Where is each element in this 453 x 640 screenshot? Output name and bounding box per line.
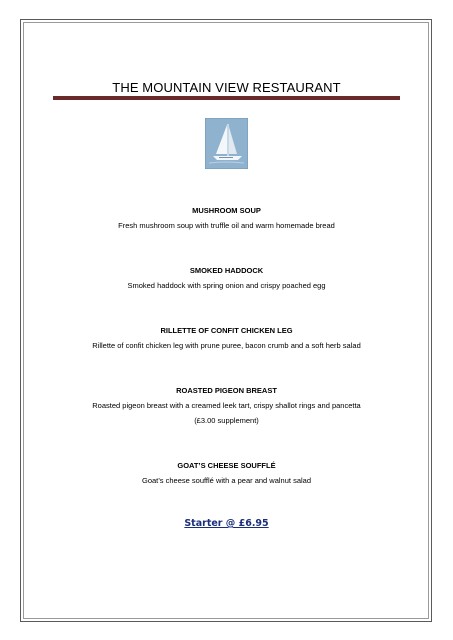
restaurant-title: THE MOUNTAIN VIEW RESTAURANT xyxy=(112,80,341,95)
menu-item xyxy=(0,206,453,231)
menu-item-name: GOAT’S CHEESE SOUFFLÉ xyxy=(177,461,276,470)
title-divider xyxy=(53,96,400,100)
starter-price xyxy=(0,518,453,529)
menu-item-name: ROASTED PIGEON BREAST xyxy=(176,386,277,395)
page-border-inner xyxy=(23,22,429,619)
menu-item xyxy=(0,386,453,426)
menu-item-name: RILLETTE OF CONFIT CHICKEN LEG xyxy=(160,326,293,335)
starter-price-text: Starter @ £6.95 xyxy=(184,518,269,529)
menu-item xyxy=(0,326,453,351)
menu-item xyxy=(0,266,453,291)
sailboat-icon xyxy=(205,118,248,169)
menu-item-description: Goat’s cheese soufflé with a pear and walnut salad xyxy=(142,476,311,485)
menu-item-name: SMOKED HADDOCK xyxy=(189,266,264,275)
menu-item-supplement: (£3.00 supplement) xyxy=(194,416,259,425)
menu-item-description: Smoked haddock with spring onion and crispy poached egg xyxy=(127,281,326,290)
menu-item-description: Roasted pigeon breast with a creamed leek tart, crispy shallot rings and pancetta xyxy=(92,401,361,410)
menu-item-name: MUSHROOM SOUP xyxy=(192,206,261,215)
menu-item xyxy=(0,461,453,486)
menu-item-description: Fresh mushroom soup with truffle oil and warm homemade bread xyxy=(118,221,335,230)
menu-item-description: Rillette of confit chicken leg with prune puree, bacon crumb and a soft herb salad xyxy=(92,341,361,350)
